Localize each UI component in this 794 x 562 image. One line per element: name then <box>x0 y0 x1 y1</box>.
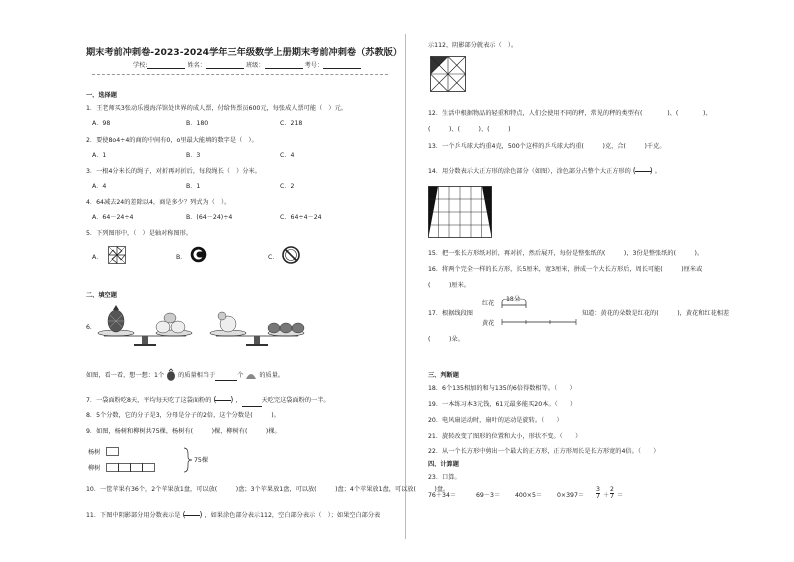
q4-option-c[interactable]: C．64÷4－24 <box>280 214 322 221</box>
q7-text-b: ， <box>235 397 242 404</box>
q7-fraction-blank[interactable]: ( ) <box>213 395 234 404</box>
q6-text-c: 个 <box>237 372 244 379</box>
calc-item-2: 69－3＝ <box>476 492 501 499</box>
q7-blank[interactable] <box>242 399 262 407</box>
column-divider <box>405 34 406 539</box>
calc-item-3: 400×5＝ <box>515 492 543 499</box>
question-12-line2: ( )、( )、( ) <box>428 126 511 133</box>
q17-label-yellow: 黄花 <box>482 320 495 327</box>
q17-segment-diagram <box>500 298 580 328</box>
no-entry-sign-icon <box>282 246 300 264</box>
q14-text: 14．用分数表示大正方形的涂色部分（如图），涂色部分占整个大正方形的 <box>428 168 631 175</box>
q6-number: 6． <box>86 324 97 331</box>
question-8: 8．5个分数，它的分子是3，分母是分子的2倍，这个分数是( )。 <box>86 412 280 419</box>
question-9: 9．如图，杨树和柳树共75棵，杨树有( )棵，柳树有( )棵。 <box>86 428 281 435</box>
name-blank[interactable] <box>206 61 244 69</box>
question-2: 2．要使8o4÷4的商的中间有0，o里最大能填的数字是（ ）。 <box>86 137 258 144</box>
section-fill-blank: 二、填空题 <box>86 292 117 299</box>
q2-option-c[interactable]: C．4 <box>280 152 295 159</box>
question-16: 16．将两个完全一样的长方形，长5厘米，宽3厘米，拼成一个大长方形后，周长可能( )厘米或 <box>428 266 703 273</box>
q6-text-a: 如图，看一看，想一想：1个 <box>86 372 165 379</box>
calc-item-5-equals: ＝ <box>617 492 624 499</box>
q9-label-poplar: 杨树 <box>88 449 101 456</box>
question-19: 19．一本练习本3元钱，61元最多能买20本。（ ） <box>428 401 577 408</box>
question-16-line2: ( )厘米。 <box>428 282 470 289</box>
exam-no-label: 考号： <box>304 62 324 69</box>
question-15: 15．把一张长方形纸对折，再对折，然后展开，每份是整张纸的( )，3份是整张纸的( )。 <box>428 250 704 257</box>
q9-label-willow: 柳树 <box>88 465 101 472</box>
q4-option-a[interactable]: A．64－24÷4 <box>92 214 134 221</box>
q4-option-b[interactable]: B．(64－24)÷4 <box>186 214 233 221</box>
q5-option-c[interactable]: C． <box>268 254 279 261</box>
q1-option-c[interactable]: C．218 <box>280 120 303 127</box>
question-13: 13．一个乒乓球大约重4克，500个这样的乒乓球大约重( )克，合( )千克。 <box>428 143 666 150</box>
question-14 <box>428 164 661 178</box>
question-5: 5．下列图形中，（ ）是轴对称图形。 <box>86 230 193 237</box>
question-23: 23．口算。 <box>428 474 461 481</box>
header-divider <box>92 74 388 75</box>
question-4: 4．64减去24的差除以4，商是多少？列式为（ ）。 <box>86 199 231 206</box>
q1-option-a[interactable]: A．98 <box>92 120 111 127</box>
q7-text-a: 7．一袋面粉吃8天，平均每天吃了这袋面粉的 <box>86 397 212 404</box>
q1-option-b[interactable]: B．180 <box>186 120 209 127</box>
q7-text-c: 天吃完这袋面粉的一半。 <box>261 397 330 404</box>
page-title: 期末考前冲刺卷-2023-2024学年三年级数学上册期末考前冲刺卷（苏教版） <box>86 47 403 58</box>
pinwheel-figure-icon <box>108 246 126 264</box>
question-12: 12．生活中根据物品的轻重和特点，人们会使用不同的秤，常见的秤的类型有( )、( )、 <box>428 110 712 117</box>
q17-label-red: 红花 <box>482 300 495 307</box>
question-10: 10．一筐苹果有36个，2个苹果放1盘，可以放( )盘；3个苹果放1盘，可以放( )盘；4个苹果放1盘，可以放( )盘。 <box>86 486 450 493</box>
name-label: 姓名： <box>187 62 206 69</box>
question-20: 20．电风扇运动时，扇叶的运动是旋转。（ ） <box>428 417 563 424</box>
balance-scale-1-figure <box>96 305 196 347</box>
q3-option-a[interactable]: A．4 <box>92 183 107 190</box>
question-1: 1．王老师买3张动乐漫海洋馆处世界的成人票，付给售票员600元，每张成人票可能（ ）元。 <box>86 105 347 112</box>
pineapple-icon <box>166 369 176 381</box>
q14-end: 。 <box>654 168 661 175</box>
q5-option-b[interactable]: B． <box>176 254 187 261</box>
q11-fraction-blank[interactable]: ( ) <box>182 510 203 519</box>
q17-count: 18朵 <box>506 296 521 303</box>
q3-option-b[interactable]: B．1 <box>186 183 201 190</box>
q6-text-b: 的质量相当于 <box>178 372 216 379</box>
q11-text-a: 11．下图中阴影部分用分数表示是 <box>86 512 181 519</box>
q14-fraction-blank[interactable]: ( ) <box>632 166 653 175</box>
student-info-line <box>133 60 361 69</box>
calc-item-1: 76＋34＝ <box>428 492 457 499</box>
calc-item-5-plus: ＋ <box>603 492 610 499</box>
question-7 <box>86 393 330 407</box>
question-22: 22．从一个长方形中剪出一个最大的正方形，正方形周长是长方形宽的4倍。（ ） <box>428 448 660 455</box>
calc-item-5-fraction-b: 2 7 <box>610 486 614 500</box>
school-blank[interactable] <box>147 61 185 69</box>
bun-icon <box>245 370 257 380</box>
question-21: 21．旋转改变了图形的位置和大小，形状不变。（ ） <box>428 433 582 440</box>
class-blank[interactable] <box>265 61 303 69</box>
question-6-text <box>86 369 284 381</box>
q9-total: 75棵 <box>194 457 209 464</box>
q6-text-d: 的质量。 <box>259 372 285 379</box>
calc-item-4: 0×397＝ <box>557 492 585 499</box>
class-label: 班级： <box>245 62 265 69</box>
section-calculation: 四、计算题 <box>428 461 459 468</box>
question-17-a: 17．根据线段图 <box>428 310 473 317</box>
calc-item-5-fraction-a: 3 7 <box>596 486 600 500</box>
school-label: 学校: <box>133 62 148 69</box>
question-17-b: 知道：黄花的朵数是红花的( )，黄花和红花相差 <box>582 310 730 317</box>
question-18: 18．6个135相加的和与135的6倍得数相等。（ ） <box>428 385 576 392</box>
section-choice: 一、选择题 <box>86 92 117 99</box>
q5-option-a[interactable]: A． <box>92 254 103 261</box>
q2-option-b[interactable]: B．3 <box>186 152 201 159</box>
question-17-c: ( )朵。 <box>428 336 464 343</box>
section-true-false: 三、判断题 <box>428 372 459 379</box>
exam-no-blank[interactable] <box>323 61 361 69</box>
bank-logo-icon <box>190 246 207 263</box>
q11-diamond-square-figure <box>430 56 466 92</box>
q3-option-c[interactable]: C．2 <box>280 183 295 190</box>
balance-scale-2-figure <box>208 305 308 347</box>
q14-grid-square-figure <box>428 186 492 238</box>
q11-text-b: ，如果涂色部分表示112，空白部分表示（ ）；如果空白部分表 <box>204 512 381 519</box>
question-3: 3．一根4分米长的绳子，对折再对折后，每段绳长（ ）分米。 <box>86 168 261 175</box>
question-11-continued: 示112，阴影部分就表示（ ）。 <box>428 42 518 49</box>
q6-blank-1[interactable] <box>215 373 237 381</box>
q2-option-a[interactable]: A．1 <box>92 152 107 159</box>
question-11 <box>86 508 380 522</box>
q9-bar-diagram <box>106 447 196 477</box>
